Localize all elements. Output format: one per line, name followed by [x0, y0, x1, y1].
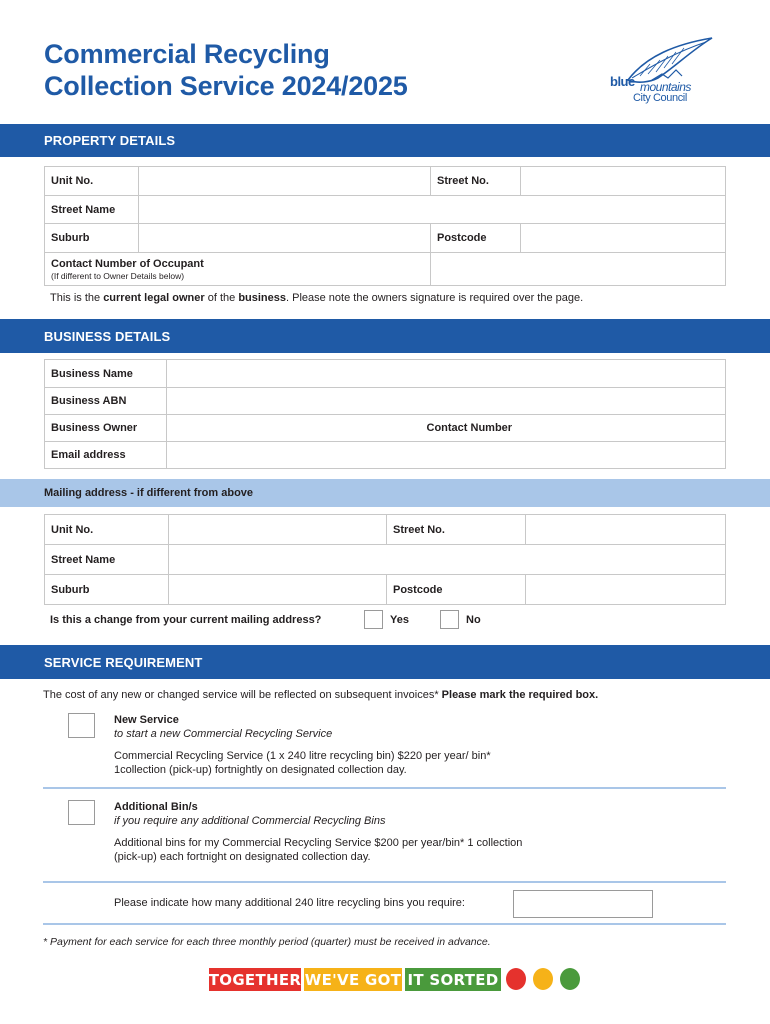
council-logo	[606, 36, 718, 106]
mail-street-no-label: Street No.	[387, 515, 526, 545]
slogan-together	[209, 968, 301, 991]
street-no-field[interactable]	[521, 167, 726, 196]
street-no-label: Street No.	[431, 167, 521, 196]
mailing-change-question: Is this a change from your current mailing address?	[50, 613, 322, 626]
mail-postcode-field[interactable]	[526, 575, 726, 605]
business-name-label: Business Name	[45, 360, 167, 388]
mail-unit-no-field[interactable]	[169, 515, 387, 545]
mail-postcode-label: Postcode	[387, 575, 526, 605]
additional-bins-title: Additional Bin/s	[114, 801, 198, 813]
suburb-field[interactable]	[139, 224, 431, 253]
title-line-1: Commercial Recycling	[44, 39, 330, 69]
additional-bins-desc-1: Additional bins for my Commercial Recycling Service $200 per year/bin* 1 collection	[114, 837, 523, 849]
property-details-heading: PROPERTY DETAILS	[44, 133, 176, 148]
divider-1	[43, 787, 726, 789]
mailing-address-table	[44, 514, 726, 605]
owner-note-bold-1: current legal owner	[103, 292, 205, 304]
new-service-block	[114, 713, 491, 777]
mailing-address-heading: Mailing address - if different from above	[44, 487, 254, 499]
business-abn-label: Business ABN	[45, 388, 167, 415]
mailing-change-no-label: No	[466, 613, 481, 626]
yellow-bin-icon	[533, 968, 553, 990]
additional-bins-checkbox[interactable]	[68, 800, 95, 825]
contact-occupant-label	[45, 253, 431, 286]
divider-3	[43, 923, 726, 925]
title-line-2: Collection Service 2024/2025	[44, 71, 408, 101]
green-bin-icon	[560, 968, 580, 990]
mail-unit-no-label: Unit No.	[45, 515, 169, 545]
email-address-field[interactable]	[167, 442, 726, 469]
bin-quantity-field[interactable]	[513, 890, 653, 918]
business-owner-field[interactable]	[167, 415, 421, 442]
slogan-it-sorted-text: IT SORTED	[407, 970, 499, 989]
service-intro-bold: Please mark the required box.	[441, 689, 599, 701]
bin-quantity-label: Please indicate how many additional 240 litre recycling bins you require:	[114, 897, 465, 909]
slogan-weve-got	[304, 968, 402, 991]
service-intro	[43, 689, 598, 701]
mailing-change-yes-checkbox[interactable]	[364, 610, 383, 629]
postcode-field[interactable]	[521, 224, 726, 253]
additional-bins-block	[114, 800, 522, 864]
mail-street-name-field[interactable]	[169, 545, 726, 575]
postcode-label: Postcode	[431, 224, 521, 253]
business-details-table	[44, 359, 726, 469]
red-bin-icon	[506, 968, 526, 990]
owner-note-text-3: . Please note the owners signature is required over the page.	[286, 292, 584, 304]
business-abn-field[interactable]	[167, 388, 726, 415]
mailing-change-question-row	[50, 610, 481, 629]
contact-occupant-field[interactable]	[431, 253, 726, 286]
slogan-it-sorted	[405, 968, 501, 991]
suburb-label: Suburb	[45, 224, 139, 253]
business-owner-label: Business Owner	[45, 415, 167, 442]
page-title	[44, 38, 408, 102]
owner-note	[50, 292, 583, 304]
payment-footnote: * Payment for each service for each three monthly period (quarter) must be received in advance.	[43, 936, 491, 948]
additional-bins-desc-2: (pick-up) each fortnight on designated collection day.	[114, 851, 371, 863]
contact-occupant-subtext: (If different to Owner Details below)	[51, 270, 185, 281]
contact-number-label: Contact Number	[426, 422, 513, 434]
service-intro-text: The cost of any new or changed service will be reflected on subsequent invoices*	[43, 689, 442, 701]
email-address-label: Email address	[45, 442, 167, 469]
owner-note-text-2: of the	[204, 292, 239, 304]
mail-suburb-label: Suburb	[45, 575, 169, 605]
divider-2	[43, 881, 726, 883]
logo-text-council: City Council	[633, 92, 687, 104]
logo-text-mountains: mountains	[640, 80, 691, 94]
new-service-checkbox[interactable]	[68, 713, 95, 738]
additional-bins-subtitle: if you require any additional Commercial Recycling Bins	[114, 815, 386, 827]
property-details-table	[44, 166, 726, 286]
street-name-label: Street Name	[45, 196, 139, 224]
service-requirement-heading: SERVICE REQUIREMENT	[44, 654, 203, 670]
business-name-field[interactable]	[167, 360, 726, 388]
mail-street-name-label: Street Name	[45, 545, 169, 575]
slogan-together-text: TOGETHER	[208, 970, 302, 989]
mail-street-no-field[interactable]	[526, 515, 726, 545]
logo-text-blue: blue	[610, 74, 635, 89]
unit-no-field[interactable]	[139, 167, 431, 196]
mail-suburb-field[interactable]	[169, 575, 387, 605]
mailing-address-band	[0, 479, 770, 507]
contact-number-cell[interactable]	[421, 415, 726, 442]
business-details-band	[0, 319, 770, 353]
mailing-change-yes-label: Yes	[390, 613, 409, 626]
mailing-change-no-checkbox[interactable]	[440, 610, 459, 629]
new-service-desc-1: Commercial Recycling Service (1 x 240 litre recycling bin) $220 per year/ bin*	[114, 750, 491, 762]
unit-no-label: Unit No.	[45, 167, 139, 196]
business-details-heading: BUSINESS DETAILS	[44, 328, 171, 344]
contact-occupant-text: Contact Number of Occupant	[51, 257, 204, 270]
new-service-desc-2: 1collection (pick-up) fortnightly on designated collection day.	[114, 764, 407, 776]
slogan-weve-got-text: WE'VE GOT	[304, 970, 402, 989]
service-requirement-band	[0, 645, 770, 679]
new-service-subtitle: to start a new Commercial Recycling Service	[114, 728, 333, 740]
street-name-field[interactable]	[139, 196, 726, 224]
owner-note-bold-2: business	[238, 292, 286, 304]
property-details-band	[0, 124, 770, 157]
new-service-title: New Service	[114, 714, 179, 726]
owner-note-text-1: This is the	[50, 292, 104, 304]
